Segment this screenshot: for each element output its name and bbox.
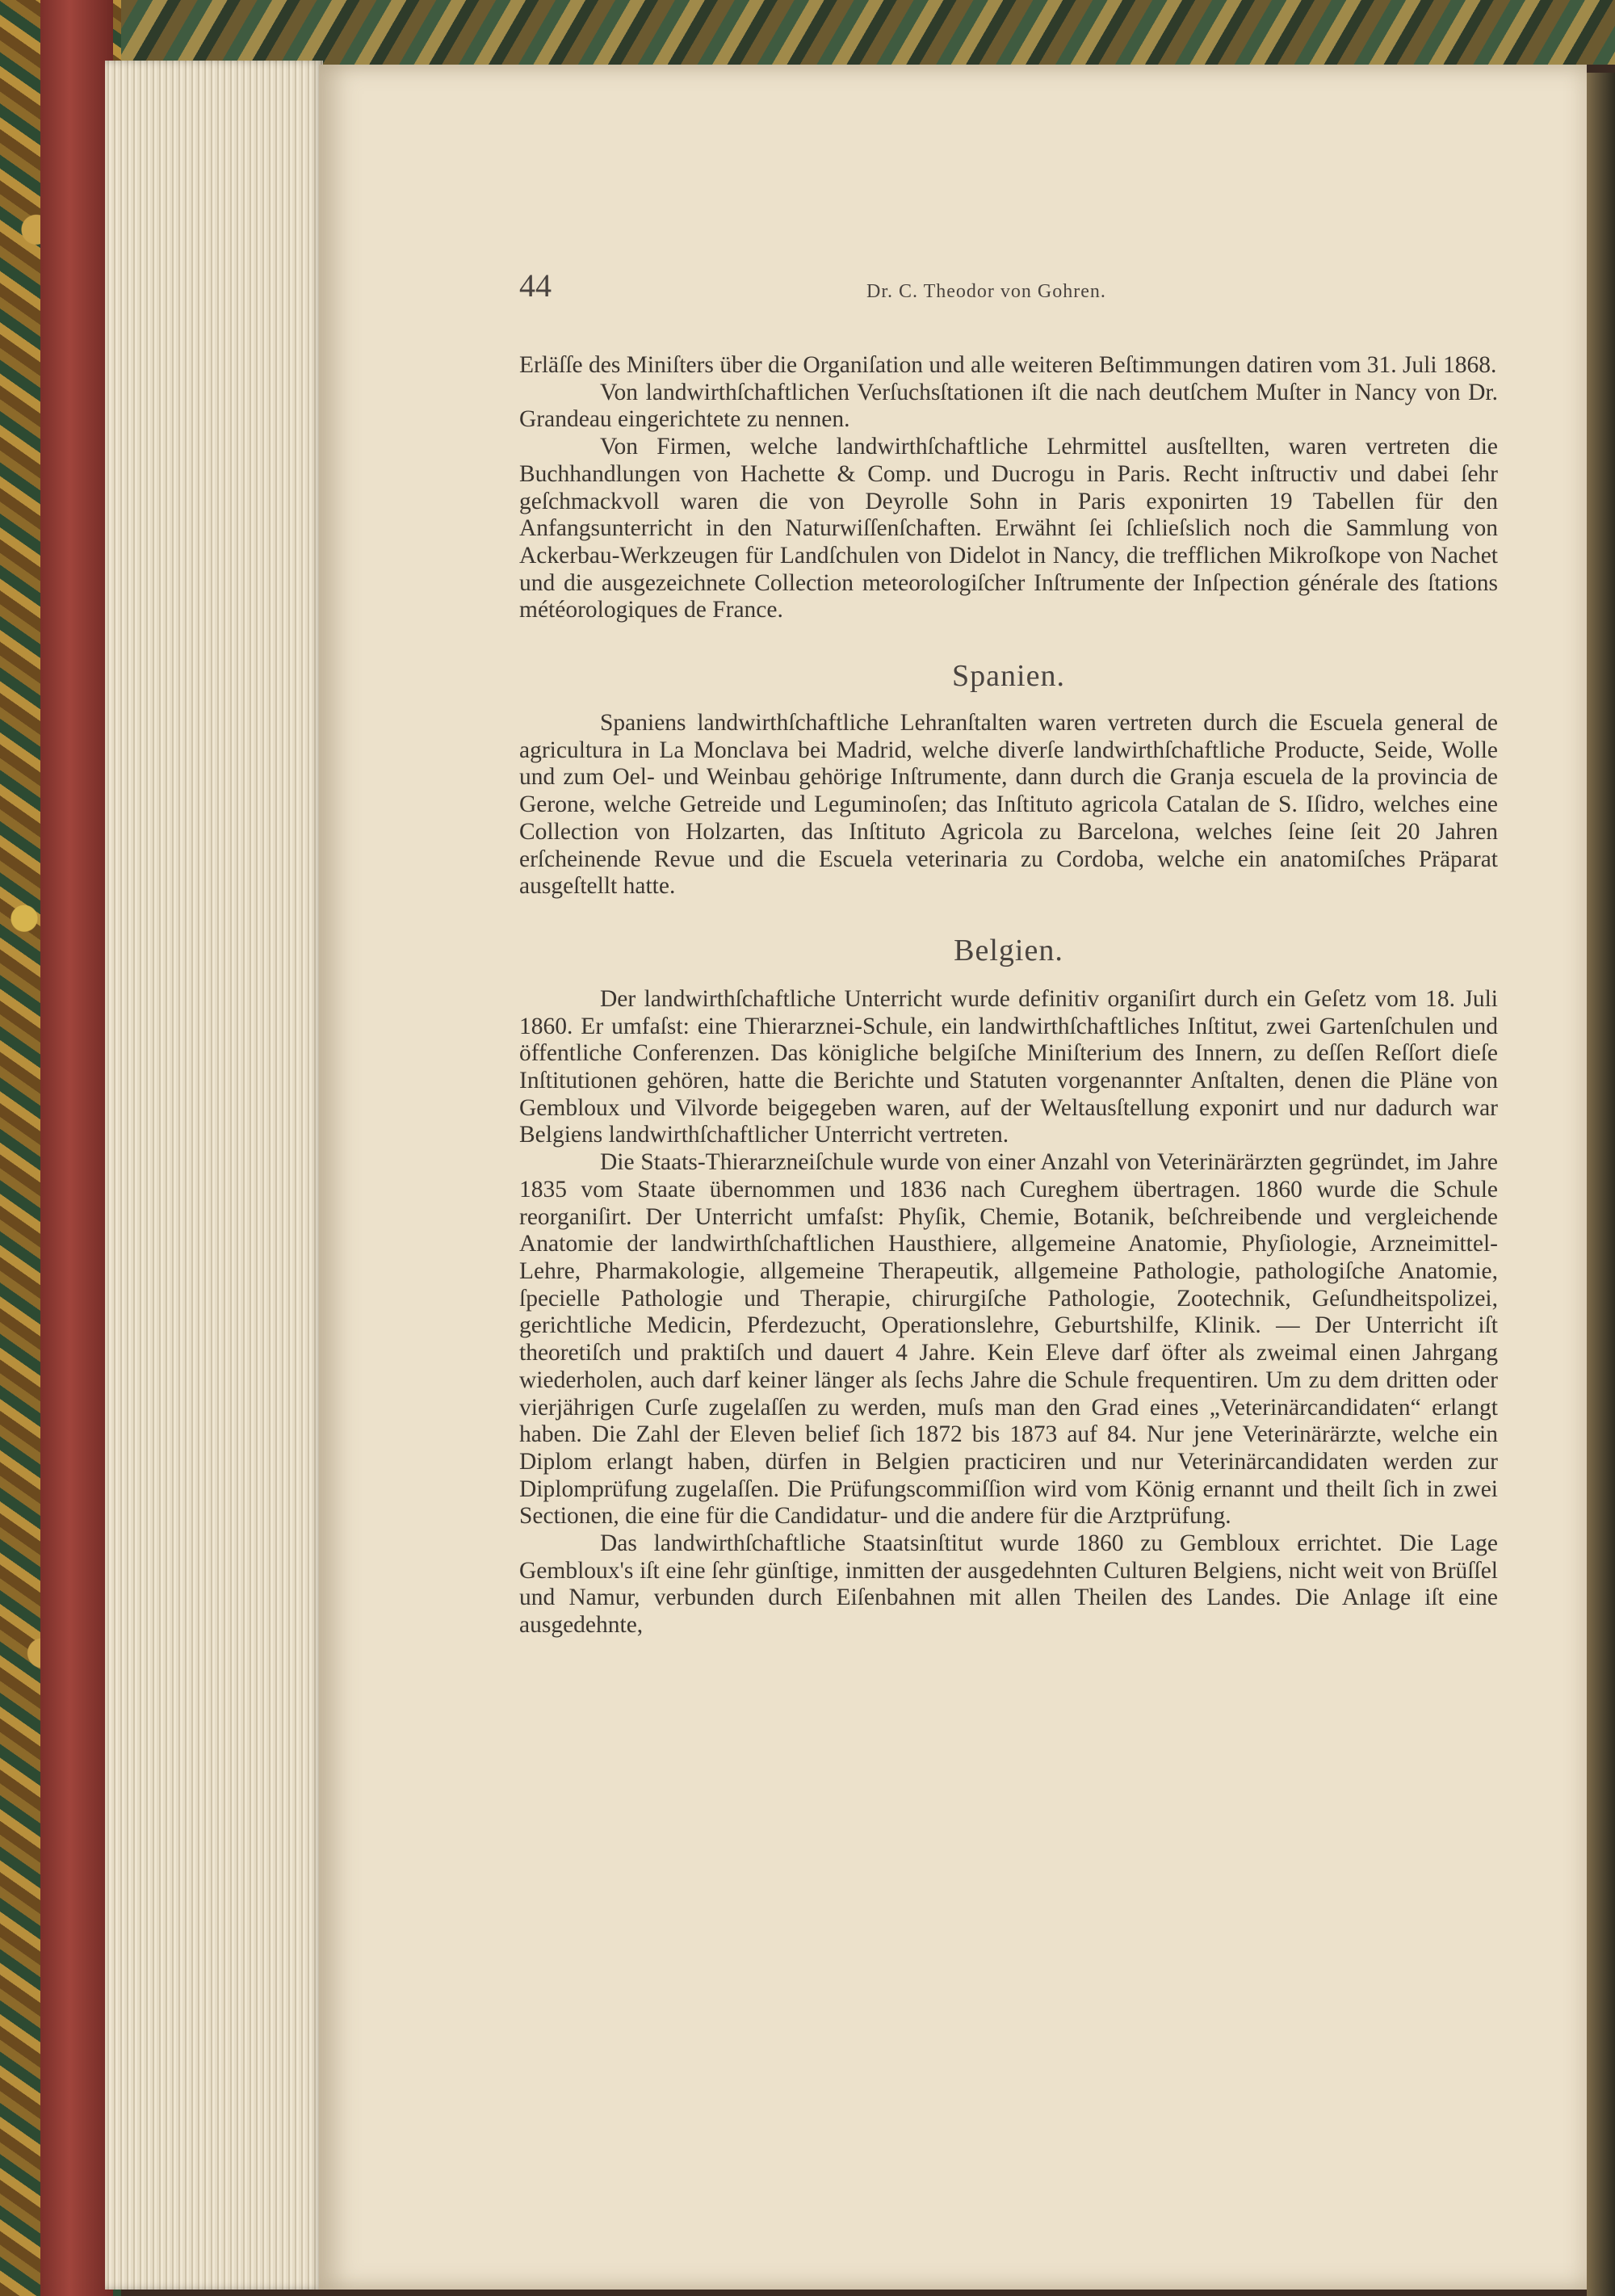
section-heading-belgien: Belgien. [954, 933, 1063, 968]
paragraph: Die Staats-Thierarzneiſchule wurde von einer Anzahl von Veterinärärzten gegründet, im Jahre 1835 vom Staate übernommen und 1836 nach Cureghem übertragen. 1860 wurde die Schule reorganiſirt. Der Unterricht umfaſst: Phyſik, Chemie, Botanik, beſchreibende und vergleichende Anatomie der landwirthſchaftlichen Hausthiere, allgemeine Anatomie, Phyſiologie, Arzneimittel-Lehre, Pharmakologie, allgemeine Therapeutik, allgemeine Pathologie, pathologiſche Anatomie, ſpecielle Pathologie und Therapie, chirurgiſche Pathologie, Zootechnik, Geſundheitspolizei, gerichtliche Medicin, Pferdezucht, Operationslehre, Geburtshilfe, Klinik. — Der Unterricht iſt theoretiſch und praktiſch und dauert 4 Jahre. Kein Eleve darf öfter als zweimal einen Jahrgang wiederholen, auch darf keiner länger als ſechs Jahre die Schule frequentiren. Um zu dem dritten oder vierjährigen Curſe zugelaſſen zu werden, muſs man den Grad eines „Veterinärcandidaten“ erlangt haben. Die Zahl der Eleven belief ſich 1872 bis 1873 auf 84. Nur jene Veterinärärzte, welche ein Diplom erlangt haben, dürfen in Belgien practiciren und nur Veterinärcandidaten werden zur Diplomprüfung zugelaſſen. Die Prüfungscommiſſion wird vom König ernannt und theilt ſich in zwei Sectionen, die eine für die Candidatur- und die andere für die Arztprüfung. [519, 1149, 1498, 1530]
section-heading-spanien: Spanien. [952, 659, 1065, 694]
page-stack [105, 61, 323, 2290]
page-number: 44 [519, 267, 552, 304]
page-content [519, 267, 1498, 1639]
paragraph: Von Firmen, welche landwirthſchaftliche Lehrmittel ausſtellten, waren vertreten die Buchhandlungen von Hachette & Comp. und Ducrogu in Paris. Recht inſtructiv und dabei ſehr geſchmackvoll waren die von Deyrolle Sohn in Paris exponirten 19 Tabellen für den Anfangsunterricht in den Naturwiſſenſchaften. Erwähnt ſei ſchlieſslich noch die Sammlung von Ackerbau-Werkzeugen für Landſchulen von Didelot in Nancy, die trefflichen Mikroſkope von Nachet und die ausgezeichnete Collection meteorologiſcher Inſtrumente der Inſpection générale des ſtations météorologiques de France. [519, 434, 1498, 623]
facing-page-edge [1587, 73, 1615, 2296]
cover-leather-edge [40, 0, 113, 2296]
paragraph: Der landwirthſchaftliche Unterricht wurde definitiv organiſirt durch ein Geſetz vom 18. Juli 1860. Er umfaſst: eine Thierarznei-Schule, ein landwirthſchaftliches Inſtitut, zwei Gartenſchulen und öffentliche Conferenzen. Das königliche belgiſche Miniſterium des Innern, zu deſſen Reſſort dieſe Inſtitutionen gehören, hatte die Berichte und Statuten vorgenannter Anſtalten, denen die Pläne von Gembloux und Vilvorde beigegeben waren, auf der Weltausſtellung exponirt und nur dadurch war Belgiens landwirthſchaftlicher Unterricht vertreten. [519, 985, 1498, 1148]
marbled-top-edge [121, 0, 1615, 65]
paragraph: Erläſſe des Miniſters über die Organiſation und alle weiteren Beſtimmungen datiren vom 31. Juli 1868. [519, 352, 1497, 378]
paragraph: Von landwirthſchaftlichen Verſuchsſtationen iſt die nach deutſchem Muſter in Nancy von Dr. Grandeau eingerichtete zu nennen. [519, 379, 1498, 433]
paragraph: Spaniens landwirthſchaftliche Lehranſtalten waren vertreten durch die Escuela general de agricultura in La Monclava bei Madrid, welche diverſe landwirthſchaftliche Producte, Seide, Wolle und zum Oel- und Weinbau gehörige Inſtrumente, dann durch die Granja escuela de la provincia de Gerone, welche Getreide und Leguminoſen; das Inſtituto agricola Catalan de S. Iſidro, welches eine Collection von Holzarten, das Inſtituto Agricola zu Barcelona, welches ſeine ſeit 20 Jahren erſcheinende Revue und die Escuela veterinaria zu Cordoba, welche ein anatomiſches Präparat ausgeſtellt hatte. [519, 710, 1498, 900]
page-header [519, 267, 1498, 315]
paragraph: Das landwirthſchaftliche Staatsinſtitut wurde 1860 zu Gembloux errichtet. Die Lage Gembloux's iſt eine ſehr günſtige, inmitten der ausgedehnten Culturen Belgiens, nicht weit von Brüſſel und Namur, verbunden durch Eiſenbahnen mit allen Theilen des Landes. Die Anlage iſt eine ausgedehnte, [519, 1530, 1498, 1639]
running-head: Dr. C. Theodor von Gohren. [866, 281, 1106, 302]
